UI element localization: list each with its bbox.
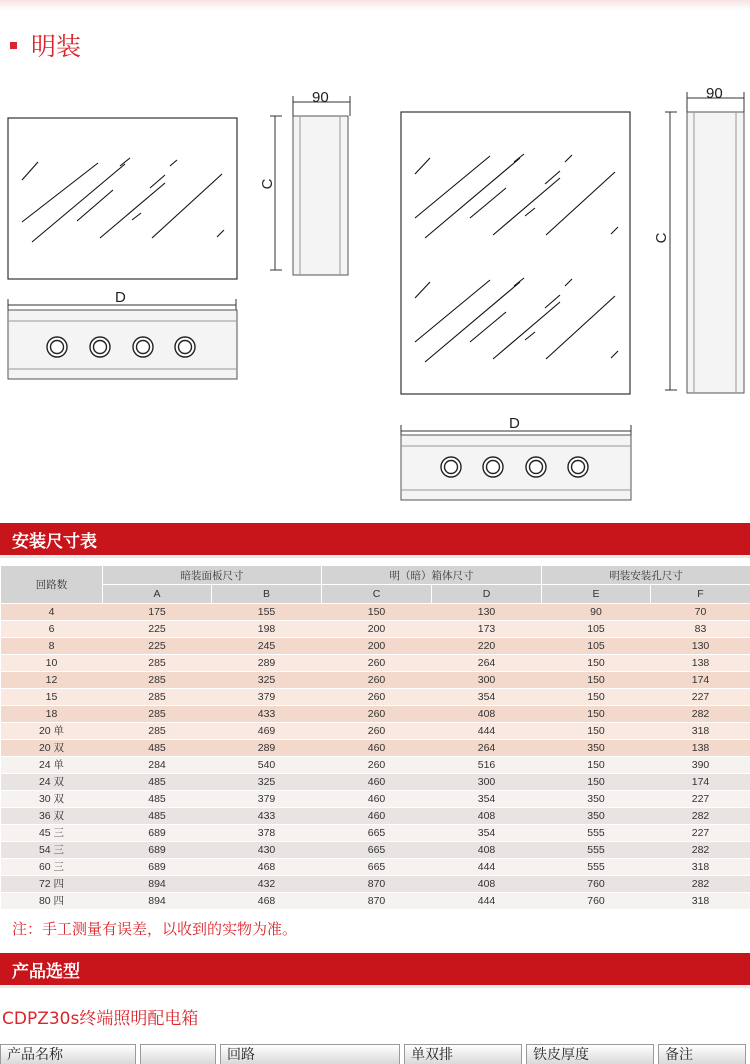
cell-value: 282 [651,876,750,893]
table-row [1,791,750,808]
cell-value: 354 [432,791,542,808]
cell-circuits: 24 双 [1,774,103,791]
cell-value: 284 [103,757,212,774]
cell-value: 227 [651,791,750,808]
cell-value: 390 [651,757,750,774]
left-front-view [8,118,237,279]
cell-value: 318 [651,893,750,910]
cell-value: 150 [322,604,432,621]
cell-value: 870 [322,876,432,893]
cell-circuits: 4 [1,604,103,621]
cell-value: 433 [212,808,322,825]
cell-value: 432 [212,876,322,893]
cell-value: 198 [212,621,322,638]
selection-header-remarks: 备注 [658,1044,746,1064]
cell-value: 150 [542,774,651,791]
right-bottom-view [401,415,631,500]
cell-value: 282 [651,808,750,825]
left-depth-label: 90 [312,89,329,106]
cell-circuits: 10 [1,655,103,672]
selection-header-blank [140,1044,216,1064]
cell-value: 282 [651,706,750,723]
cell-circuits: 15 [1,689,103,706]
cell-value: 760 [542,893,651,910]
cell-circuits: 54 三 [1,842,103,859]
cell-value: 90 [542,604,651,621]
right-depth-label: 90 [706,85,723,102]
cell-value: 285 [103,672,212,689]
cell-value: 150 [542,655,651,672]
cell-value: 430 [212,842,322,859]
right-front-view [401,112,630,394]
dimension-table-title: 安装尺寸表 [12,531,97,552]
cell-value: 350 [542,740,651,757]
cell-value: 105 [542,638,651,655]
cell-circuits: 45 三 [1,825,103,842]
table-row [1,655,750,672]
selection-header-product-name: 产品名称 [0,1044,136,1064]
cell-value: 138 [651,655,750,672]
cell-value: 354 [432,689,542,706]
table-row [1,757,750,774]
cell-value: 870 [322,893,432,910]
left-width-label: D [115,289,126,306]
cell-value: 289 [212,655,322,672]
header-f: F [651,585,750,604]
right-width-label: D [509,415,520,432]
cell-value: 444 [432,893,542,910]
top-strip [0,0,750,10]
cell-value: 200 [322,638,432,655]
right-height-label: C [653,232,670,244]
cell-value: 155 [212,604,322,621]
cell-value: 485 [103,808,212,825]
cell-value: 689 [103,859,212,876]
table-row [1,876,750,893]
cell-value: 289 [212,740,322,757]
cell-value: 379 [212,689,322,706]
cell-value: 665 [322,825,432,842]
dimension-table-band [0,523,750,555]
cell-value: 485 [103,791,212,808]
table-row [1,859,750,876]
table-row [1,825,750,842]
cell-value: 70 [651,604,750,621]
cell-value: 150 [542,723,651,740]
table-row [1,808,750,825]
header-e: E [542,585,651,604]
header-circuits: 回路数 [1,566,103,604]
cell-value: 150 [542,757,651,774]
header-a: A [103,585,212,604]
measurement-note: 注：手工测量有误差，以收到的实物为准。 [12,920,298,938]
selection-header-sheet-thickness: 铁皮厚度 [526,1044,654,1064]
dimension-table-body [1,604,750,910]
cell-value: 260 [322,757,432,774]
cell-value: 894 [103,893,212,910]
header-group-mount-holes: 明装安装孔尺寸 [542,566,750,585]
table-row [1,604,750,621]
table-row [1,740,750,757]
cell-value: 264 [432,740,542,757]
cell-value: 150 [542,689,651,706]
cell-value: 227 [651,689,750,706]
selection-header-row-type: 单双排 [404,1044,522,1064]
cell-value: 300 [432,774,542,791]
cell-value: 350 [542,808,651,825]
cell-value: 433 [212,706,322,723]
cell-value: 260 [322,689,432,706]
cell-value: 555 [542,859,651,876]
cell-value: 485 [103,740,212,757]
cell-circuits: 12 [1,672,103,689]
cell-value: 469 [212,723,322,740]
table-row [1,893,750,910]
cell-value: 485 [103,774,212,791]
cell-value: 318 [651,859,750,876]
cell-value: 540 [212,757,322,774]
cell-value: 83 [651,621,750,638]
selection-table-header [0,1044,750,1064]
cell-circuits: 20 双 [1,740,103,757]
cell-value: 150 [542,706,651,723]
cell-value: 225 [103,621,212,638]
cell-value: 516 [432,757,542,774]
table-row [1,706,750,723]
cell-value: 264 [432,655,542,672]
cell-value: 174 [651,672,750,689]
table-row [1,621,750,638]
cell-value: 260 [322,655,432,672]
cell-circuits: 36 双 [1,808,103,825]
cell-value: 220 [432,638,542,655]
cell-circuits: 60 三 [1,859,103,876]
cell-value: 444 [432,723,542,740]
cell-value: 460 [322,774,432,791]
dimension-table [0,565,750,910]
cell-value: 408 [432,706,542,723]
cell-value: 325 [212,672,322,689]
table-row [1,638,750,655]
cell-value: 245 [212,638,322,655]
header-group-box-size: 明（暗）箱体尺寸 [322,566,542,585]
table-row [1,689,750,706]
cell-value: 227 [651,825,750,842]
cell-value: 175 [103,604,212,621]
cell-value: 285 [103,723,212,740]
cell-circuits: 24 单 [1,757,103,774]
cell-value: 555 [542,842,651,859]
table-row [1,723,750,740]
cell-value: 468 [212,893,322,910]
cell-value: 200 [322,621,432,638]
cell-value: 130 [651,638,750,655]
cell-circuits: 72 四 [1,876,103,893]
cell-value: 150 [542,672,651,689]
section-heading [10,30,81,60]
left-height-label: C [259,178,276,190]
cell-circuits: 8 [1,638,103,655]
table-row [1,672,750,689]
cell-value: 105 [542,621,651,638]
cell-value: 285 [103,706,212,723]
header-d: D [432,585,542,604]
cell-value: 408 [432,876,542,893]
cell-value: 408 [432,808,542,825]
section-heading-text: 明装 [31,32,82,61]
cell-value: 174 [651,774,750,791]
cell-circuits: 6 [1,621,103,638]
left-bottom-view [8,289,237,379]
cell-value: 285 [103,689,212,706]
cell-value: 260 [322,706,432,723]
cell-value: 325 [212,774,322,791]
cell-value: 260 [322,672,432,689]
cell-value: 460 [322,791,432,808]
cell-value: 444 [432,859,542,876]
product-selection-title: 产品选型 [12,961,80,982]
cell-value: 138 [651,740,750,757]
cell-circuits: 18 [1,706,103,723]
cell-value: 285 [103,655,212,672]
selection-header-circuits: 回路 [220,1044,400,1064]
header-c: C [322,585,432,604]
cell-value: 300 [432,672,542,689]
cell-value: 894 [103,876,212,893]
table-row [1,774,750,791]
cell-value: 130 [432,604,542,621]
cell-value: 408 [432,842,542,859]
cell-value: 282 [651,842,750,859]
cell-value: 225 [103,638,212,655]
left-side-view [259,89,350,275]
cell-value: 318 [651,723,750,740]
product-selection-band [0,953,750,985]
product-name: CDPZ30s终端照明配电箱 [2,1009,199,1029]
cell-value: 378 [212,825,322,842]
cell-value: 460 [322,808,432,825]
cell-value: 173 [432,621,542,638]
cell-value: 555 [542,825,651,842]
cell-value: 689 [103,825,212,842]
cell-value: 260 [322,723,432,740]
installation-drawings [0,80,750,520]
cell-value: 354 [432,825,542,842]
bullet-icon [10,42,17,49]
cell-value: 665 [322,859,432,876]
cell-value: 379 [212,791,322,808]
table-row [1,842,750,859]
cell-circuits: 80 四 [1,893,103,910]
cell-value: 689 [103,842,212,859]
right-side-view [653,85,744,393]
cell-circuits: 30 双 [1,791,103,808]
cell-value: 760 [542,876,651,893]
cell-circuits: 20 单 [1,723,103,740]
cell-value: 468 [212,859,322,876]
cell-value: 350 [542,791,651,808]
header-b: B [212,585,322,604]
header-group-flush-panel: 暗装面板尺寸 [103,566,322,585]
cell-value: 665 [322,842,432,859]
cell-value: 460 [322,740,432,757]
